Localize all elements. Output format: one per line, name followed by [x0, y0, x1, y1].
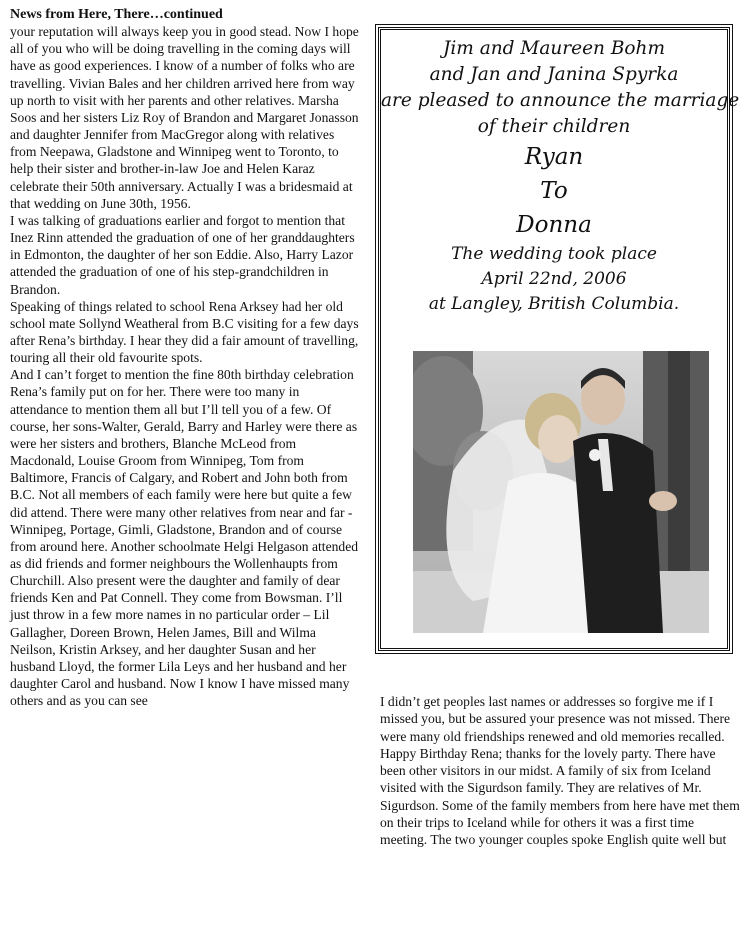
- right-column-text: [380, 693, 740, 849]
- to-word: To: [540, 178, 568, 204]
- announcement-line-1: Jim and Maureen Bohm: [442, 38, 666, 59]
- article-paragraph-3: Speaking of things related to school Rena Arksey had her old school mate Sollynd Weatheral from B.C visiting for a few days after Rena’s birthday. I hear they did a fair amount of travelling, touring all their old favourite spots.: [10, 298, 359, 366]
- bride-name: Donna: [516, 212, 592, 238]
- groom-name: Ryan: [524, 144, 584, 170]
- wedding-photo: [413, 351, 709, 633]
- announcement-line-4: of their children: [477, 116, 631, 137]
- wedding-photo-illustration: [413, 351, 709, 633]
- article-paragraph-5: I didn’t get peoples last names or addresses so forgive me if I missed you, but be assured your presence was not missed. There were many old friendships renewed and old memories recalled. Happy Birthday Rena; thanks for the lovely party. There have been other visitors in our midst. A family of six from Iceland visited with the Sigurdson family. They are relatives of Mr. Sigurdson. Some of the family members from here have met them on their trips to Iceland while for others it was a first time meeting. The two younger couples spoke English quite well but: [380, 694, 740, 848]
- wedding-announcement-box: [378, 27, 740, 651]
- article-paragraph-4: And I can’t forget to mention the fine 80th birthday celebration Rena’s family put on for her. There were too many in attendance to mention them all but I’ll tell you of a few. Of course, her sons-Walter, Gerald, Barry and Harley were there as were her sisters and brothers, Blanche McLeod from Macdonald, Louise Groom from Winnipeg, Tom from Baltimore, Francis of Calgary, and Robert and John both from B.C. Not all members of each family were here but quite a few did attend. There were many other relatives from near and far -Winnipeg, Portage, Gimli, Gladstone, Brandon and of course from around here. Another schoolmate Helgi Helgason attended as did friends and former neighbours the Wollenhaupts from Churchill. Also present were the daughter and family of dear friends Ken and Pat Connell. They come from Bowsman. I’ll just throw in a few more names in no particular order – Lil Gallagher, Doreen Brown, Helen James, Bill and Wilma Neilson, Kristin Arksey, and her daughter Susan and her husband Lloyd, the former Lila Leys and her husband and her daughter Carol and husband. Now I know I have missed many others and as you can see: [10, 367, 359, 709]
- article-heading: News from Here, There…continued: [10, 7, 223, 22]
- announcement-line-2: and Jan and Janina Spyrka: [429, 64, 679, 85]
- wedding-place: at Langley, British Columbia.: [428, 294, 680, 314]
- article-paragraph-2: I was talking of graduations earlier and forgot to mention that Inez Rinn attended the graduation of one of her granddaughters in Edmonton, the daughter of her son Eddie. Also, Harry Lazor attended the graduation of one of his step-grandchildren in Brandon.: [10, 212, 355, 297]
- announcement-line-3: are pleased to announce the marriage: [381, 90, 740, 111]
- article-paragraph-1: your reputation will always keep you in good stead. Now I hope all of you who will be doing travelling in the coming days will have as good experiences. I know of a number of folks who are travelling. Vivian Bales and her children arrived here from way up north to visit with her parents and other relatives. Marsha Soos and her sisters Liz Roy of Brandon and Margaret Jonasson and daughter Jennifer from MacGregor along with relatives from Neepawa, Gladstone and Winnipeg went to Toronto, to help their sister and brother-in-law Joe and Helen Karaz celebrate their 50th anniversary. Actually I was a bridesmaid at that wedding on June 30th, 1956.: [10, 24, 359, 211]
- left-column: [10, 6, 360, 709]
- announcement-line-5: The wedding took place: [451, 244, 657, 264]
- wedding-date: April 22nd, 2006: [481, 269, 627, 289]
- announcement-text: [381, 30, 740, 317]
